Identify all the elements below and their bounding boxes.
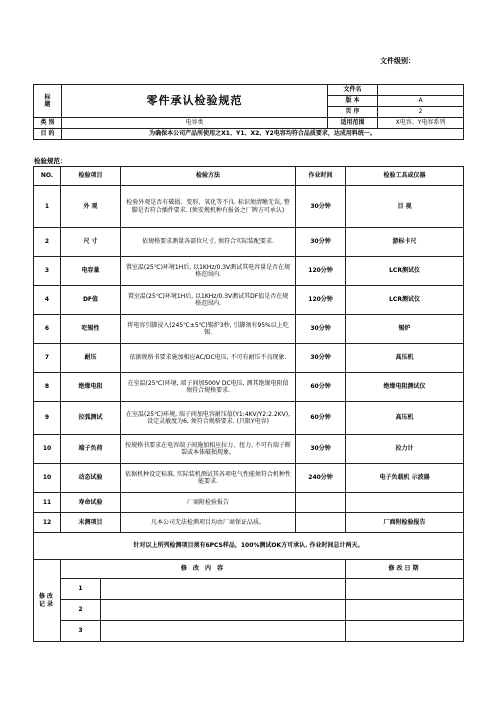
row-method: 厂商附检验报告: [121, 493, 296, 513]
inspection-table: [33, 166, 464, 642]
row-time: 60分钟: [296, 402, 346, 435]
row-no: 7: [34, 344, 61, 373]
table-row: [34, 286, 464, 315]
row-method: 凡本公司无法检测项目均由厂商保证品质。: [121, 513, 296, 533]
row-method: 在室温(25℃)环境, 端子间加500V DC电压, 测其绝缘电阻值须符合规格要求.: [121, 373, 296, 402]
page-value: 2: [378, 107, 464, 118]
purpose-value: 为确保本公司产品所使用之X1、Y1、X2、Y2电容均符合品质要求，达成用料统一。: [62, 129, 464, 140]
row-no: 10: [34, 435, 61, 464]
row-time: 120分钟: [296, 257, 346, 286]
table-row: [34, 513, 464, 533]
row-tool: 目 视: [346, 186, 464, 228]
revision-content: [101, 600, 346, 621]
row-time: 30分钟: [296, 344, 346, 373]
revision-date: [346, 579, 464, 600]
row-no: 11: [34, 493, 61, 513]
row-no: 10: [34, 464, 61, 493]
revision-no: 3: [61, 621, 101, 642]
scope-value: X电容、Y电容系列: [378, 118, 464, 129]
row-tool: 电子负载机 示波器: [346, 464, 464, 493]
row-item: 寿命试验: [61, 493, 121, 513]
document-level-label: 文件级别：: [380, 57, 415, 65]
row-method: 将电容引脚浸入(245℃±5℃)锡炉3秒, 引脚须有95%以上吃锡.: [121, 315, 296, 344]
revision-row: [34, 621, 464, 642]
revision-header-row: [34, 560, 464, 579]
table-header-row: [34, 167, 464, 186]
page-label: 页 序: [328, 107, 378, 118]
row-time: 30分钟: [296, 228, 346, 257]
row-no: 1: [34, 186, 61, 228]
title-side-text: 标 题: [44, 93, 51, 108]
row-item: DF值: [61, 286, 121, 315]
table-row: [34, 228, 464, 257]
table-row: [34, 315, 464, 344]
row-time: 60分钟: [296, 373, 346, 402]
row-method: 按规格书要求在电容端子间施加相应拉力、扭力, 不可有端子断裂或本体破损现象。: [121, 435, 296, 464]
row-tool: 高压机: [346, 344, 464, 373]
row-method: 依规格要求测量各部位尺寸, 须符合实际装配要求.: [121, 228, 296, 257]
table-row: [34, 373, 464, 402]
row-time: 240分钟: [296, 464, 346, 493]
standard-label: 检验规范：: [34, 157, 67, 165]
row-tool: LCR测试仪: [346, 286, 464, 315]
row-tool: 拉力计: [346, 435, 464, 464]
purpose-label: 目 的: [34, 129, 62, 140]
row-item: 端子负荷: [61, 435, 121, 464]
revision-label-text: 修改 记录: [38, 593, 55, 608]
row-tool: 厂商附检验报告: [346, 513, 464, 533]
row-item: 尺 寸: [61, 228, 121, 257]
row-method: 在室温(25℃)环境, 端子间加电容耐压值(Y1:4KV/Y2:2.2KV), 设定灵敏度为6, 须符合规格要求. (只限Y电容): [121, 402, 296, 435]
row-method: 检验外观是否有破损、变形、氧化等不良. 标识须清晰无误, 整脚是否符合插件要求. (须安规机种有报备之厂牌方可承认): [121, 186, 296, 228]
revision-label: [34, 560, 61, 642]
row-tool: 高压机: [346, 402, 464, 435]
table-row: [34, 257, 464, 286]
file-name-value: [378, 85, 464, 96]
row-time: 30分钟: [296, 315, 346, 344]
row-tool: [346, 493, 464, 513]
row-time: [296, 513, 346, 533]
row-time: 30分钟: [296, 186, 346, 228]
row-no: 4: [34, 286, 61, 315]
revision-content-header: 修 改 内 容: [61, 560, 346, 579]
table-row: [34, 464, 464, 493]
row-no: 12: [34, 513, 61, 533]
version-label: 版 本: [328, 96, 378, 107]
row-time: [296, 493, 346, 513]
table-row: [34, 435, 464, 464]
table-row: [34, 186, 464, 228]
table-row: [34, 344, 464, 373]
row-method: 依据规格书要求施加相应AC/DC电压, 不可有耐压不良现象.: [121, 344, 296, 373]
revision-date: [346, 621, 464, 642]
row-item: 未测项目: [61, 513, 121, 533]
revision-content: [101, 579, 346, 600]
revision-date: [346, 600, 464, 621]
row-tool: LCR测试仪: [346, 257, 464, 286]
category-label: 类 别: [34, 118, 62, 129]
row-no: 9: [34, 402, 61, 435]
row-no: 2: [34, 228, 61, 257]
row-tool: 绝缘电阻测试仪: [346, 373, 464, 402]
row-item: 耐压: [61, 344, 121, 373]
sample-note: 针对以上所列检测项目须有6PCS样品，100%测试OK方可承认. 作业时间总计两天。: [34, 533, 464, 560]
page-title: 零件承认检验规范: [62, 85, 328, 118]
row-no: 6: [34, 315, 61, 344]
row-method: 依据机种设定标准, 实际装机测试其各项电气性能须符合机种性能要求.: [121, 464, 296, 493]
note-row: [34, 533, 464, 560]
col-header-tool: 检验工具或仪器: [346, 167, 464, 186]
row-no: 3: [34, 257, 61, 286]
row-no: 8: [34, 373, 61, 402]
title-side-label: [34, 85, 62, 118]
revision-no: 2: [61, 600, 101, 621]
col-header-method: 检验方法: [121, 167, 296, 186]
col-header-time: 作业时间: [296, 167, 346, 186]
table-row: [34, 493, 464, 513]
revision-row: [34, 600, 464, 621]
row-method: 置室温(25℃)环境1H后, 以1KHz/0.3V测试其DF值是否在规格范围内.: [121, 286, 296, 315]
row-tool: 游标卡尺: [346, 228, 464, 257]
scope-label: 适用范围: [328, 118, 378, 129]
row-item: 外 观: [61, 186, 121, 228]
revision-row: [34, 579, 464, 600]
row-time: 120分钟: [296, 286, 346, 315]
row-item: 拉弧测试: [61, 402, 121, 435]
row-item: 动态试验: [61, 464, 121, 493]
category-value: 电容类: [62, 118, 328, 129]
row-item: 电容量: [61, 257, 121, 286]
header-table: [33, 84, 464, 140]
col-header-no: NO.: [34, 167, 61, 186]
row-item: 吃锡性: [61, 315, 121, 344]
revision-no: 1: [61, 579, 101, 600]
file-name-label: 文件名: [328, 85, 378, 96]
table-row: [34, 402, 464, 435]
row-method: 置室温(25℃)环境1H后, 以1KHz/0.3V测试其电容量是否在规格范围内.: [121, 257, 296, 286]
row-item: 绝缘电阻: [61, 373, 121, 402]
version-value: A: [378, 96, 464, 107]
revision-content: [101, 621, 346, 642]
row-time: 30分钟: [296, 435, 346, 464]
row-tool: 锡炉: [346, 315, 464, 344]
col-header-item: 检验项目: [61, 167, 121, 186]
revision-date-header: 修改日期: [346, 560, 464, 579]
